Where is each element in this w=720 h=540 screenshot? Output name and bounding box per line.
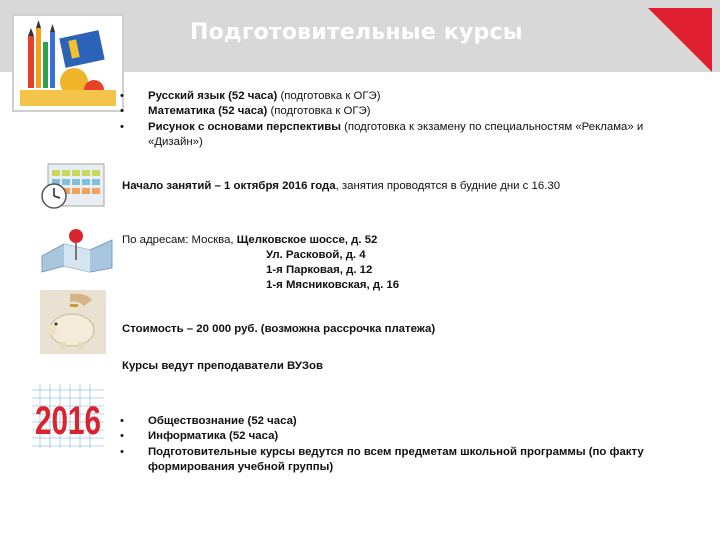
price-line: Стоимость – 20 000 руб. (возможна рассрочка платежа) bbox=[122, 323, 436, 335]
map-pin-icon bbox=[40, 226, 114, 274]
list-item: • Информатика (52 часа) bbox=[120, 430, 279, 443]
address-line: 1-я Мясниковская, д. 16 bbox=[266, 279, 400, 291]
calendar-year-text: 2016 bbox=[35, 399, 101, 443]
corner-accent-icon bbox=[640, 0, 720, 72]
list-item: • Математика (52 часа) (подготовка к ОГЭ) bbox=[120, 105, 371, 118]
school-supplies-icon bbox=[12, 14, 124, 112]
list-item: • Обществознание (52 часа) bbox=[120, 415, 297, 427]
piggy-bank-icon bbox=[40, 290, 106, 354]
teachers-line: Курсы ведут преподаватели ВУЗов bbox=[122, 360, 323, 372]
start-date-line: Начало занятий – 1 октября 2016 года, занятия проводятся в будние дни с 16.30 bbox=[122, 180, 561, 192]
extra-courses-list bbox=[120, 414, 680, 476]
address-line: 1-я Парковая, д. 12 bbox=[266, 264, 373, 276]
address-line: Ул. Расковой, д. 4 bbox=[266, 249, 366, 261]
courses-list bbox=[120, 89, 668, 151]
page-title: Подготовительные курсы bbox=[190, 20, 523, 45]
calendar-2016-icon bbox=[32, 384, 104, 448]
list-item: • Русский язык (52 часа) (подготовка к ОГЭ) bbox=[120, 90, 381, 102]
calendar-clock-icon bbox=[40, 162, 106, 210]
address-block: По адресам: Москва, Щелковское шоссе, д. 52 Ул. Расковой, д. 4 1-я Парковая, д. 12 1-я Мясниковская, д. 16 bbox=[122, 233, 542, 293]
list-item: • Рисунок с основами перспективы (подготовка к экзамену по специальностям «Реклама» и «Дизайн») bbox=[120, 120, 644, 149]
list-item: • Подготовительные курсы ведутся по всем предметам школьной программы (по факту формирования учебной группы) bbox=[120, 445, 644, 474]
